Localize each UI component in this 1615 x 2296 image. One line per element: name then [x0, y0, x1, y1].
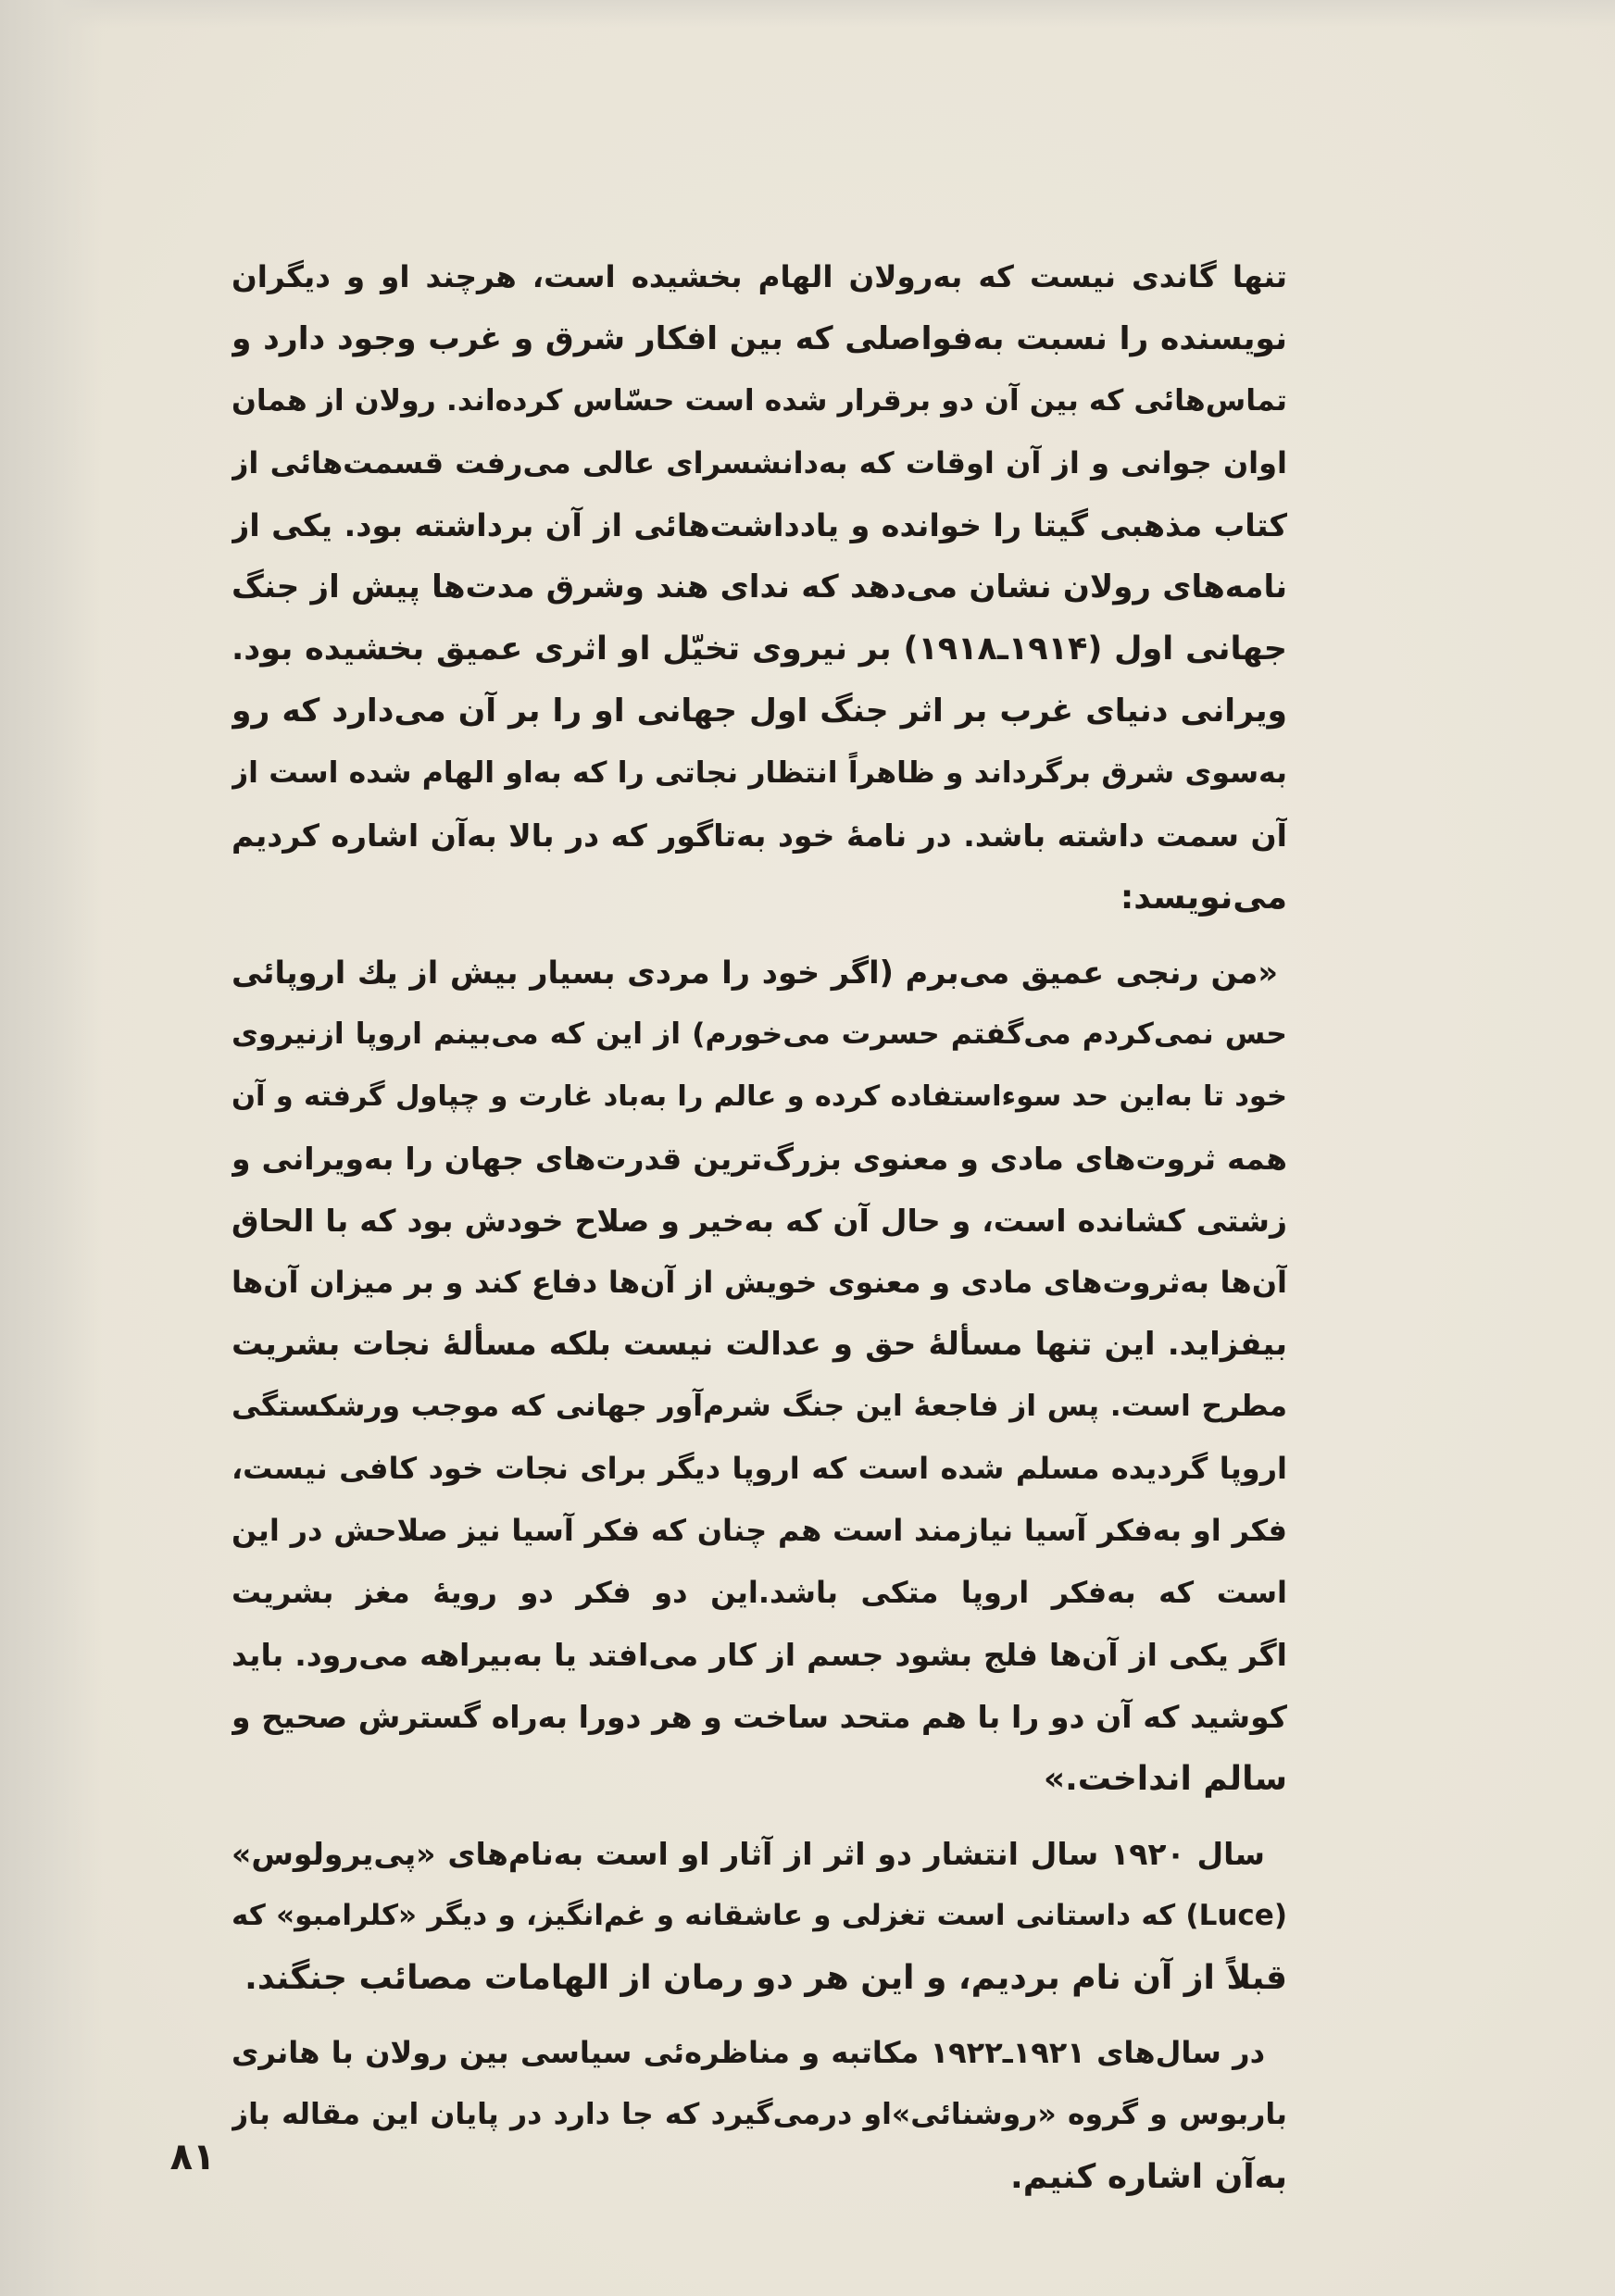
text-line: فکر او به‌فکر آسیا نیازمند است هم چنان که فکر آسیا نیز صلاحش در این: [232, 1513, 1287, 1548]
text-line: قبلاً از آن نام بردیم، و این هر دو رمان از الهامات مصائب جنگند.: [244, 1959, 1287, 1997]
text-line: اگر یکی از آن‌ها فلج بشود جسم از کار می‌افتد یا به‌بیراهه می‌رود. باید: [232, 1637, 1287, 1673]
text-line: کتاب مذهبی گیتا را خوانده و یادداشت‌هائی از آن برداشته بود. یکی از: [232, 507, 1287, 543]
text-line: مطرح است. پس از فاجعهٔ این جنگ شرم‌آور جهانی که موجب ورشکستگی: [232, 1390, 1287, 1423]
text-line: نویسنده را نسبت به‌فواصلی که بین افکار شرق و غرب وجود دارد و: [232, 320, 1287, 357]
text-line: سالم انداخت.»: [1043, 1760, 1287, 1798]
paragraph: [232, 2022, 1287, 2208]
text-line: بیفزاید. این تنها مسألهٔ حق و عدالت نیست بلکه مسألهٔ نجات بشریت: [232, 1326, 1287, 1363]
text-line: می‌نویسد:: [1120, 879, 1287, 917]
text-line: آن سمت داشته باشد. در نامهٔ خود به‌تاگور که در بالا به‌آن اشاره کردیم: [232, 817, 1287, 854]
paragraph: [232, 1823, 1287, 2009]
text-line: تماس‌هائی که بین آن دو برقرار شده است حسّاس کرده‌اند. رولان از همان: [232, 384, 1287, 418]
text-line: اوان جوانی و از آن اوقات که به‌دانشسرای عالی می‌رفت قسمت‌هائی از: [232, 445, 1287, 480]
body-text: [232, 246, 1287, 2208]
text-line: (Luce) که داستانی است تغزلی و عاشقانه و غم‌انگیز، و دیگر «کلرامبو» که: [232, 1899, 1287, 1932]
text-line: جهانی اول (۱۹۱۴ـ۱۹۱۸) بر نیروی تخیّل او اثری عمیق بخشیده بود.: [232, 630, 1287, 668]
text-line: تنها گاندی نیست که به‌رولان الهام بخشیده است، هرچند او و دیگران: [232, 259, 1287, 294]
text-line: خود تا به‌این حد سوءاستفاده کرده و عالم را به‌باد غارت و چپاول گرفته و آن: [232, 1080, 1287, 1113]
text-line: در سال‌های ۱۹۲۱ـ۱۹۲۲ مکاتبه و مناظره‌ئی سیاسی بین رولان با هانری: [232, 2035, 1266, 2070]
text-line: کوشید که آن دو را با هم متحد ساخت و هر دورا به‌راه گسترش صحیح و: [232, 1699, 1287, 1735]
text-line: ویرانی دنیای غرب بر اثر جنگ اول جهانی او را بر آن می‌دارد که رو: [232, 693, 1287, 730]
text-line: آن‌ها به‌ثروت‌های مادی و معنوی خویش از آن‌ها دفاع کند و بر میزان آن‌ها: [232, 1265, 1287, 1300]
text-line: همه ثروت‌های مادی و معنوی بزرگ‌ترین قدرت‌های جهان را به‌ویرانی و: [232, 1141, 1287, 1177]
text-line: است که به‌فکر اروپا متکی باشد.این دو فکر دو رویهٔ مغز بشریت: [232, 1575, 1287, 1610]
text-line: حس نمی‌کردم می‌گفتم حسرت می‌خورم) از این که می‌بینم اروپا ازنیروی: [232, 1017, 1287, 1051]
text-line: سال ۱۹۲۰ سال انتشار دو اثر از آثار او است به‌نام‌های «پی‌یرولوس»: [232, 1836, 1265, 1872]
page-number: ۸۱: [169, 2136, 216, 2178]
text-line: اروپا گردیده مسلم شده است که اروپا دیگر برای نجات خود کافی نیست،: [232, 1451, 1287, 1486]
text-line: نامه‌های رولان نشان می‌دهد که ندای هند وشرق مدت‌ها پیش از جنگ: [232, 568, 1287, 605]
paragraph: [232, 246, 1287, 929]
paragraph: [232, 942, 1287, 1810]
text-line: به‌آن اشاره کنیم.: [1010, 2158, 1287, 2196]
text-line: زشتی کشانده است، و حال آن که به‌خیر و صلاح خودش بود که با الحاق: [232, 1203, 1287, 1239]
text-line: باربوس و گروه «روشنائی»او درمی‌گیرد که جا دارد در پایان این مقاله باز: [232, 2098, 1287, 2131]
text-line: «من رنجی عمیق می‌برم (اگر خود را مردی بسیار بیش از یك اروپائی: [232, 955, 1278, 991]
text-line: به‌سوی شرق برگرداند و ظاهراً انتظار نجاتی را که به‌او الهام شده است از: [232, 756, 1287, 790]
